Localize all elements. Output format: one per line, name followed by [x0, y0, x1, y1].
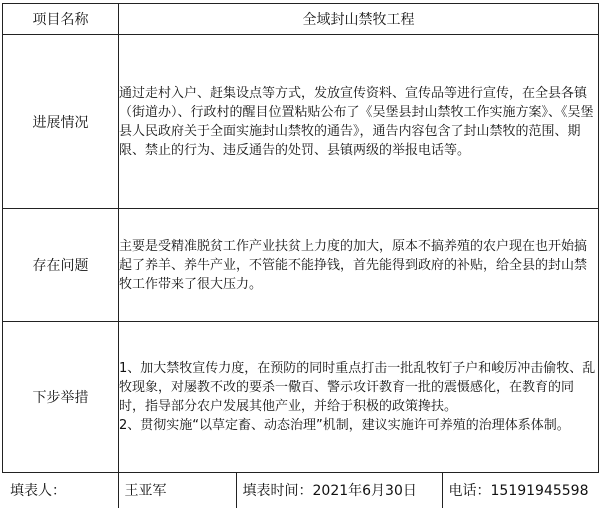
phone-label: 电话： — [448, 483, 491, 499]
phone — [442, 472, 598, 508]
next-steps-row — [3, 322, 599, 473]
issues-label: 存在问题 — [3, 209, 119, 322]
next-steps-label: 下步举措 — [3, 322, 119, 473]
issues-row — [3, 209, 599, 322]
project-name-value: 全域封山禁牧工程 — [119, 4, 599, 35]
project-name-label: 项目名称 — [3, 4, 119, 35]
next-step-item-2: 2、贯彻实施“以草定畜、动态治理”机制，建议实施许可养殖的治理体系体制。 — [119, 418, 570, 433]
filler-label: 填表人： — [10, 483, 66, 499]
next-steps-cell — [119, 322, 599, 473]
issues-text: 主要是受精准脱贫工作产业扶贫上力度的加大，原本不搞养殖的农户现在也开始搞起了养羊、养牛产业，不管能不能挣钱，首先能得到政府的补贴，给全县的封山禁牧工作带来了很大压力。 — [119, 209, 599, 322]
progress-row — [3, 35, 599, 209]
progress-label: 进展情况 — [3, 35, 119, 209]
filler-name: 王亚军 — [118, 472, 236, 508]
fill-date-label: 填表时间： — [242, 483, 313, 499]
fill-date — [236, 472, 442, 508]
fill-date-value: 2021年6月30日 — [312, 483, 417, 499]
next-step-item-1: 1、加大禁牧宣传力度，在预防的同时重点打击一批乱牧钉子户和峻厉冲击偷牧、乱牧现象，对屡教不改的要杀一儆百、警示攻讦教育一批的震慑感化，在教育的同时，指导部分农户发展其他产业，并给于积极的政策搀扶。 — [119, 361, 596, 414]
project-table — [2, 3, 599, 473]
progress-text: 通过走村入户、赶集设点等方式，发放宣传资料、宣传品等进行宣传，在全县各镇（街道办）、行政村的醒目位置粘贴公布了《吴堡县封山禁牧工作实施方案》、《吴堡县人民政府关于全面实施封山禁牧的通告》，通告内容包含了封山禁牧的范围、期限、禁止的行为、违反通告的处罚、县镇两级的举报电话等。 — [119, 35, 599, 209]
header-row — [3, 4, 599, 35]
footer-row — [2, 472, 598, 508]
phone-value: 15191945598 — [490, 483, 589, 499]
